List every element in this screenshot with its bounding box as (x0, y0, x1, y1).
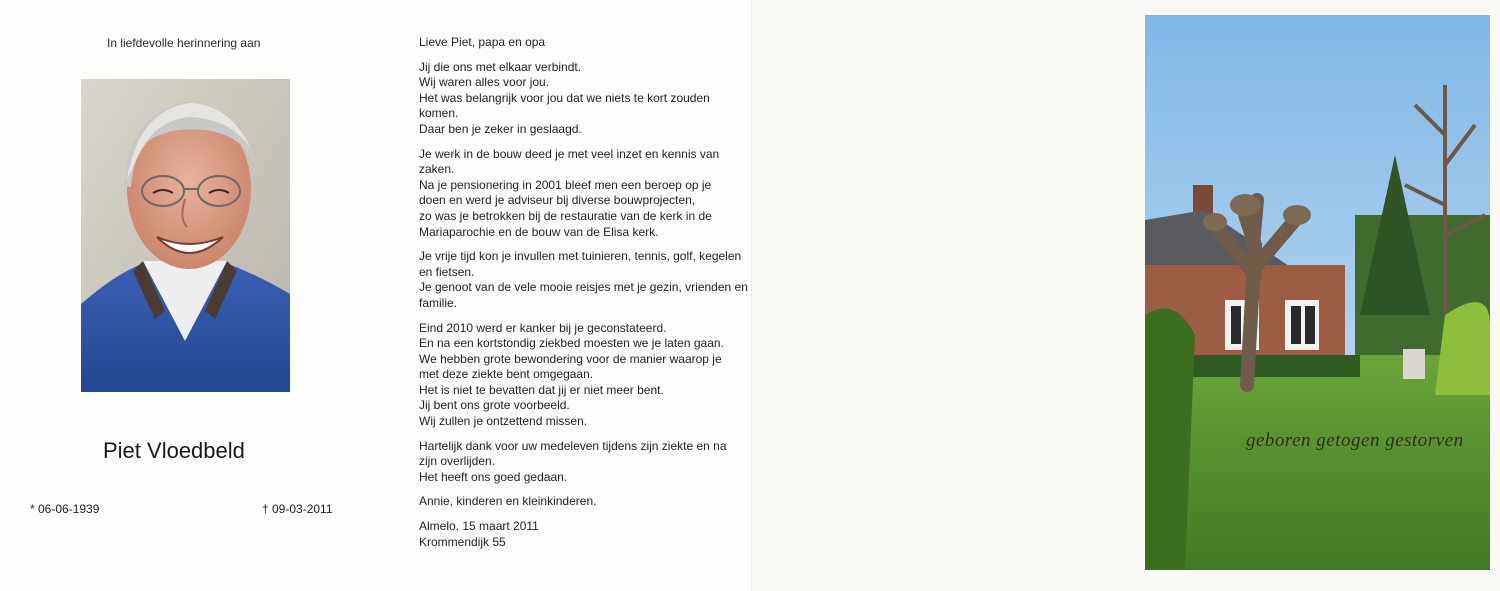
portrait-photo (81, 79, 290, 392)
letter-line: zaken. (419, 162, 455, 177)
photo-caption: geboren getogen gestorven (1246, 430, 1464, 451)
letter-line: Wij waren alles voor jou. (419, 75, 550, 90)
letter-line: Na je pensionering in 2001 bleef men een beroep op je (419, 177, 712, 192)
letter-line: Het was belangrijk voor jou dat we niets te kort zouden (419, 90, 710, 105)
death-date: † 09-03-2011 (262, 502, 333, 516)
paragraph-gap (419, 430, 739, 439)
paragraph-gap (419, 312, 739, 321)
letter-line: Jij bent ons grote voorbeeld. (419, 398, 570, 413)
paragraph-gap (419, 510, 739, 519)
letter-line: Het heeft ons goed gedaan. (419, 469, 568, 484)
letter-line: met deze ziekte bent omgegaan. (419, 367, 594, 382)
letter-line: Mariaparochie en de bouw van de Elisa kerk. (419, 224, 659, 239)
paragraph-gap (419, 138, 739, 147)
letter-line: Hartelijk dank voor uw medeleven tijdens zijn ziekte en na (419, 438, 727, 453)
paragraph-gap (419, 485, 739, 494)
letter-line: Annie, kinderen en kleinkinderen. (419, 494, 597, 509)
paragraph-gap (419, 51, 739, 60)
letter-line: Lieve Piet, papa en opa (419, 35, 546, 49)
letter-line: Het is niet te bevatten dat jij er niet meer bent. (419, 382, 664, 397)
letter-line: Daar ben je zeker in geslaagd. (419, 121, 582, 136)
letter-line: zo was je betrokken bij de restauratie van de kerk in de (419, 208, 712, 223)
deceased-name: Piet Vloedbeld (103, 438, 245, 463)
letter-line: komen. (419, 106, 459, 121)
letter-line: doen en werd je adviseur bij diverse bouwprojecten, (419, 193, 696, 208)
memorial-letter (419, 35, 748, 550)
garden-photo (1145, 15, 1490, 570)
paragraph-gap (419, 240, 739, 249)
letter-line: Je genoot van de vele mooie reisjes met je gezin, vrienden en (419, 280, 748, 295)
letter-line: Je vrije tijd kon je invullen met tuinieren, tennis, golf, kegelen (419, 249, 742, 264)
letter-line: en fietsen. (419, 264, 475, 279)
letter-line: We hebben grote bewondering voor de manier waarop je (419, 351, 722, 366)
letter-line: zijn overlijden. (419, 454, 496, 469)
letter-line: Krommendijk 55 (419, 534, 506, 549)
memory-header: In liefdevolle herinnering aan (107, 36, 261, 50)
letter-line: Eind 2010 werd er kanker bij je geconstateerd. (419, 320, 667, 335)
letter-line: Wij zullen je ontzettend missen. (419, 414, 588, 429)
letter-line: Je werk in de bouw deed je met veel inzet en kennis van (419, 146, 720, 161)
letter-line: En na een kortstondig ziekbed moesten we je laten gaan. (419, 336, 724, 351)
birth-date: * 06-06-1939 (30, 502, 100, 516)
fold-line (751, 0, 752, 591)
letter-line: Almelo, 15 maart 2011 (419, 519, 539, 534)
letter-line: Jij die ons met elkaar verbindt. (419, 59, 582, 74)
letter-line: familie. (419, 295, 458, 310)
